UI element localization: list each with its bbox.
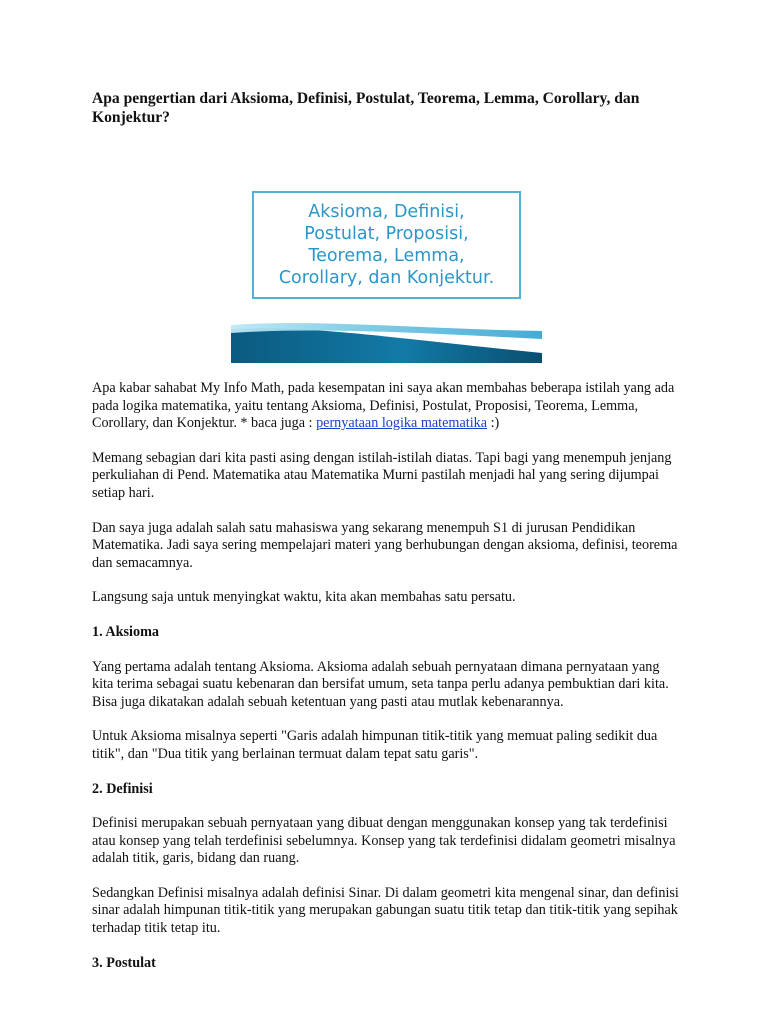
banner-image [231,183,542,363]
banner-line-1: Aksioma, Definisi, [308,202,465,222]
banner-line-4: Corollary, dan Konjektur. [278,268,495,288]
banner-line-2: Postulat, Proposisi, [304,224,469,244]
definisi-paragraph-1: Definisi merupakan sebuah pernyataan yang dibuat dengan menggunakan konsep yang tak terdefinisi atau konsep yang telah terdefinisi sebelumnya. Konsep yang tak terdefinisi didalam geometri misalnya adalah titik, garis, bidang dan ruang. [92,815,676,867]
heading-definisi: 2. Definisi [92,780,153,797]
paragraph-3: Dan saya juga adalah salah satu mahasiswa yang sekarang menempuh S1 di jurusan Pendidikan Matematika. Jadi saya sering mempelajari materi yang berhubungan dengan aksioma, definisi, teorema dan semacamnya. [92,519,678,571]
intro-text-end: :) [487,415,500,432]
paragraph-2: Memang sebagian dari kita pasti asing dengan istilah-istilah diatas. Tapi bagi yang menempuh jenjang perkuliahan di Pend. Matematika atau Matematika Murni pastilah menjadi hal yang sering dijumpai setiap hari. [92,449,672,501]
heading-aksioma: 1. Aksioma [92,623,160,640]
intro-paragraph [92,380,682,433]
banner-title-box [252,191,521,299]
intro-text: Apa kabar sahabat My Info Math, pada kesempatan ini saya akan membahas beberapa istilah yang ada pada logika matematika, yaitu tentang Aksioma, Definisi, Postulat, Proposisi, Teorema, Lemma, Corollary, dan Konjektur. * baca juga : [92,380,675,432]
definisi-paragraph-2: Sedangkan Definisi misalnya adalah definisi Sinar. Di dalam geometri kita mengenal sinar, dan definisi sinar adalah himpunan titik-titik yang merupakan gabungan suatu titik tetap dan titik-titik yang sepihak terhadap titik tetap itu. [92,884,679,937]
aksioma-paragraph-1: Yang pertama adalah tentang Aksioma. Aksioma adalah sebuah pernyataan dimana pernyataan yang kita terima sebagai suatu kebenaran dan bersifat umum, seta tanpa perlu adanya pembuktian dari kita. Bisa juga dikatakan adalah sebuah ketentuan yang pasti atau mutlak kebenarannya. [92,658,669,710]
aksioma-paragraph-2: Untuk Aksioma misalnya seperti "Garis adalah himpunan titik-titik yang memuat paling sedikit dua titik", dan "Dua titik yang berlainan termuat dalam tepat satu garis". [92,728,658,762]
banner-line-3: Teorema, Lemma, [308,246,465,266]
heading-postulat: 3. Postulat [92,954,156,971]
banner-wave-graphic [231,319,542,363]
link-pernyataan-logika-matematika[interactable]: pernyataan logika matematika [316,415,488,432]
document-page [92,89,682,972]
page-title: Apa pengertian dari Aksioma, Definisi, Postulat, Teorema, Lemma, Corollary, dan Konjektur? [92,90,640,126]
banner-container [92,127,682,380]
paragraph-4: Langsung saja untuk menyingkat waktu, kita akan membahas satu persatu. [92,589,516,606]
